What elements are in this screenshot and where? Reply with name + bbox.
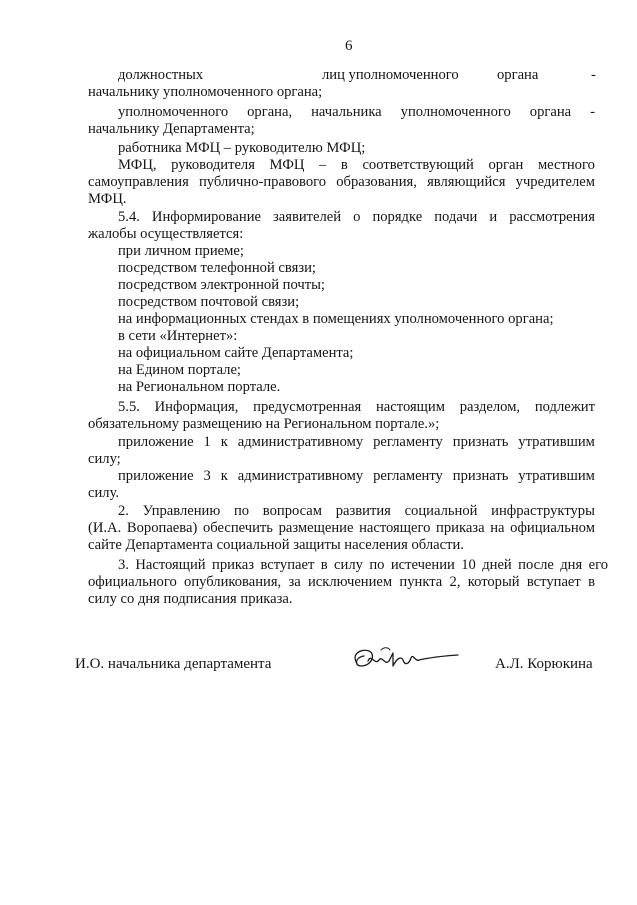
paragraph-line: [118, 157, 595, 174]
word: соответствующий: [362, 157, 474, 173]
word: порядке: [372, 209, 423, 225]
section-5-4-line: [118, 209, 595, 226]
word: 5.5.: [118, 399, 140, 415]
word: предусмотренная: [253, 399, 362, 415]
word: 2.: [118, 503, 129, 519]
word: Настоящий: [135, 557, 206, 573]
word: утратившим: [518, 468, 595, 484]
paragraph-line: [118, 104, 595, 121]
word: инфраструктуры: [491, 503, 595, 519]
paragraph-line: [88, 174, 595, 191]
paragraph-line: МФЦ.: [88, 191, 127, 207]
word: уполномоченного: [118, 104, 229, 120]
word: развития: [335, 503, 391, 519]
appendix-3-line: силу.: [88, 485, 120, 501]
word: приказ: [212, 557, 255, 573]
word: по: [369, 557, 385, 573]
word: и: [489, 209, 498, 225]
word: о: [353, 209, 361, 225]
word: образования,: [336, 174, 417, 190]
paragraph-line-segment: -: [591, 67, 596, 83]
word: 2,: [449, 574, 461, 590]
paragraph-line: начальнику Департамента;: [88, 121, 255, 137]
word: пункта: [399, 574, 443, 590]
word: заявителей: [273, 209, 342, 225]
item-2-line: сайте Департамента социальной защиты населения области.: [88, 537, 464, 553]
word: орган: [488, 157, 524, 173]
word: Информация,: [154, 399, 239, 415]
word: подлежит: [534, 399, 595, 415]
word: силу: [334, 557, 363, 573]
word: размещение: [278, 520, 354, 536]
word: Воропаева): [126, 520, 198, 536]
paragraph-line: начальнику уполномоченного органа;: [88, 84, 323, 100]
word: учредителем: [515, 174, 595, 190]
page-number: 6: [345, 38, 353, 54]
paragraph-line-segment: органа: [497, 67, 539, 83]
word: вступает: [526, 574, 581, 590]
word: вступает: [260, 557, 315, 573]
info-channel-item: на официальном сайте Департамента;: [118, 345, 354, 361]
word: 5.4.: [118, 209, 140, 225]
word: дней: [482, 557, 512, 573]
appendix-1-line: силу;: [88, 451, 121, 467]
word: его: [588, 557, 608, 573]
word: разделом,: [459, 399, 521, 415]
word: органа: [529, 104, 572, 120]
word: социальной: [404, 503, 478, 519]
word: по: [233, 503, 250, 519]
word: начальника: [311, 104, 382, 120]
info-channel-item: посредством почтовой связи;: [118, 294, 300, 310]
item-3-line: силу со дня подписания приказа.: [88, 591, 293, 607]
word: 10: [461, 557, 476, 573]
word: публично-правового: [198, 174, 327, 190]
word: административному: [237, 434, 364, 450]
word: МФЦ: [269, 157, 305, 173]
item-3-line: [118, 557, 608, 574]
word: (И.А.: [88, 520, 122, 536]
word: Информирование: [151, 209, 261, 225]
word: в: [340, 157, 348, 173]
word: признать: [452, 434, 509, 450]
word: после: [518, 557, 554, 573]
word: руководителя: [171, 157, 255, 173]
word: 3: [203, 468, 211, 484]
section-5-5-line: обязательному размещению на Региональном портале.»;: [88, 416, 440, 432]
word: местного: [537, 157, 595, 173]
word: истечении: [390, 557, 455, 573]
word: который: [467, 574, 520, 590]
word: регламенту: [373, 434, 443, 450]
appendix-3-line: [118, 468, 595, 485]
item-3-line: [88, 574, 595, 591]
item-2-line: [88, 520, 595, 537]
word: признать: [452, 468, 509, 484]
word: органа,: [247, 104, 293, 120]
word: 3.: [118, 557, 129, 573]
paragraph-line-segment: должностных: [118, 67, 204, 83]
appendix-1-line: [118, 434, 595, 451]
word: самоуправления: [88, 174, 189, 190]
word: за: [288, 574, 301, 590]
word: в: [588, 574, 595, 590]
info-channel-item: посредством электронной почты;: [118, 277, 325, 293]
word: на: [490, 520, 505, 536]
word: официальном: [510, 520, 595, 536]
word: МФЦ,: [118, 157, 157, 173]
signatory-position: И.О. начальника департамента: [75, 656, 272, 672]
word: приложение: [118, 434, 194, 450]
word: -: [590, 104, 595, 120]
word: дня: [560, 557, 583, 573]
word: официального: [88, 574, 177, 590]
info-channel-item: посредством телефонной связи;: [118, 260, 316, 276]
word: –: [319, 157, 327, 173]
word: настоящего: [359, 520, 431, 536]
word: вопросам: [262, 503, 323, 519]
word: Управлению: [142, 503, 221, 519]
info-channel-item: на информационных стендах в помещениях уполномоченного органа;: [118, 311, 554, 327]
word: к: [220, 434, 228, 450]
word: уполномоченного: [400, 104, 511, 120]
word: обеспечить: [202, 520, 273, 536]
info-channel-item: в сети «Интернет»:: [118, 328, 238, 344]
word: регламенту: [373, 468, 443, 484]
word: исключением: [307, 574, 393, 590]
paragraph-line-segment: лиц уполномоченного: [322, 67, 459, 83]
word: опубликования,: [184, 574, 282, 590]
info-channel-item: на Едином портале;: [118, 362, 241, 378]
word: подачи: [434, 209, 478, 225]
info-channel-item: при личном приеме;: [118, 243, 244, 259]
section-5-5-line: [118, 399, 595, 416]
word: утратившим: [518, 434, 595, 450]
word: настоящим: [376, 399, 445, 415]
word: рассмотрения: [509, 209, 595, 225]
word: приложение: [118, 468, 194, 484]
signatory-name: А.Л. Корюкина: [495, 656, 593, 672]
word: 1: [203, 434, 211, 450]
word: к: [220, 468, 228, 484]
handwritten-signature: [348, 644, 460, 678]
word: приказа: [436, 520, 485, 536]
info-channel-item: на Региональном портале.: [118, 379, 281, 395]
word: административному: [237, 468, 364, 484]
item-2-line: [118, 503, 595, 520]
word: в: [320, 557, 328, 573]
paragraph-line: работника МФЦ – руководителю МФЦ;: [118, 140, 366, 156]
word: являющийся: [427, 174, 506, 190]
section-5-4-line: жалобы осуществляется:: [88, 226, 244, 242]
